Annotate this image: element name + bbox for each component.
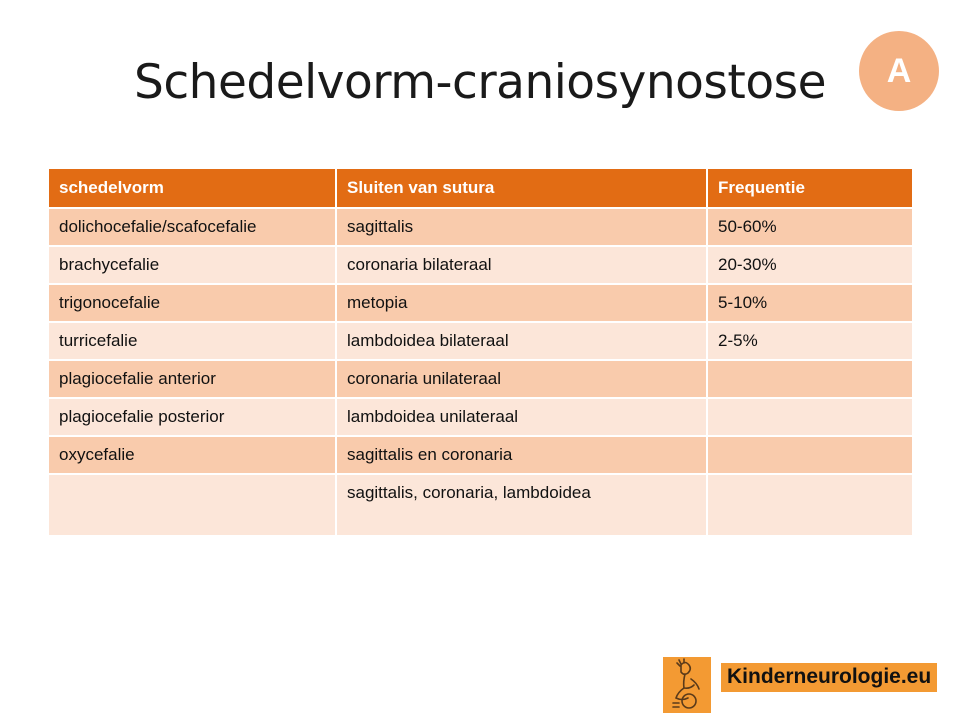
cell-frequentie: 20-30% <box>707 246 913 284</box>
cell-sutura: sagittalis en coronaria <box>336 436 707 474</box>
cell-frequentie: 5-10% <box>707 284 913 322</box>
table-row <box>48 284 913 322</box>
section-badge: A <box>859 31 939 111</box>
table-row <box>48 474 913 536</box>
cell-frequentie: 2-5% <box>707 322 913 360</box>
cell-schedelvorm: turricefalie <box>48 322 336 360</box>
cell-sutura: lambdoidea bilateraal <box>336 322 707 360</box>
header-sutura: Sluiten van sutura <box>336 168 707 208</box>
site-logo[interactable] <box>663 657 937 713</box>
cell-schedelvorm: dolichocefalie/scafocefalie <box>48 208 336 246</box>
cell-schedelvorm: plagiocefalie posterior <box>48 398 336 436</box>
cell-sutura: coronaria bilateraal <box>336 246 707 284</box>
header-schedelvorm: schedelvorm <box>48 168 336 208</box>
cell-frequentie <box>707 360 913 398</box>
cell-sutura: metopia <box>336 284 707 322</box>
slide-title: Schedelvorm-craniosynostose <box>134 55 826 110</box>
cell-frequentie <box>707 436 913 474</box>
cell-schedelvorm: plagiocefalie anterior <box>48 360 336 398</box>
header-frequentie: Frequentie <box>707 168 913 208</box>
cell-schedelvorm: brachycefalie <box>48 246 336 284</box>
cell-sutura: sagittalis, coronaria, lambdoidea <box>336 474 707 536</box>
cell-sutura: lambdoidea unilateraal <box>336 398 707 436</box>
logo-text: Kinderneurologie.eu <box>721 663 937 692</box>
cell-frequentie <box>707 398 913 436</box>
table-row <box>48 322 913 360</box>
cell-frequentie: 50-60% <box>707 208 913 246</box>
cell-schedelvorm: trigonocefalie <box>48 284 336 322</box>
table-row <box>48 208 913 246</box>
cell-sutura: coronaria unilateraal <box>336 360 707 398</box>
cell-schedelvorm: oxycefalie <box>48 436 336 474</box>
table-row <box>48 398 913 436</box>
cell-frequentie <box>707 474 913 536</box>
table-row <box>48 436 913 474</box>
table-header-row <box>48 168 913 208</box>
craniosynostosis-table <box>47 167 914 537</box>
table-row <box>48 246 913 284</box>
cell-schedelvorm <box>48 474 336 536</box>
table-row <box>48 360 913 398</box>
cell-sutura: sagittalis <box>336 208 707 246</box>
child-figure-icon <box>663 657 711 713</box>
